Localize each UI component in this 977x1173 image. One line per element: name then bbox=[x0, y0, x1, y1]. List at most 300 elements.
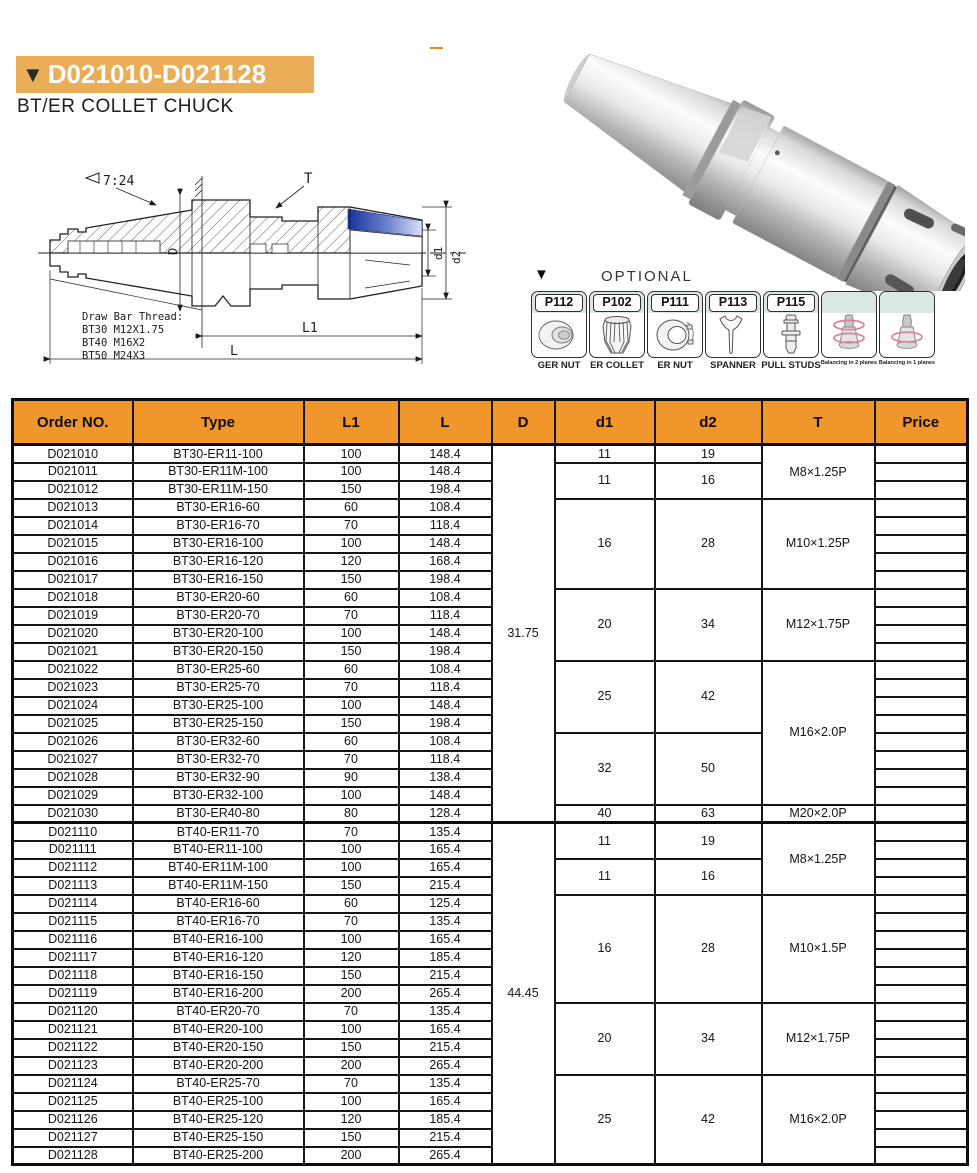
type-cell: BT30-ER16-100 bbox=[133, 535, 304, 553]
l1-cell: 120 bbox=[304, 949, 399, 967]
accessory-card-box bbox=[531, 291, 587, 358]
l1-cell: 70 bbox=[304, 679, 399, 697]
accessory-card-header bbox=[590, 292, 644, 313]
l-cell: 138.4 bbox=[399, 769, 492, 787]
optional-cards bbox=[531, 291, 935, 371]
price-cell bbox=[875, 607, 968, 625]
t-cell: M8×1.25P bbox=[762, 445, 875, 499]
order-no-cell: D021022 bbox=[13, 661, 133, 679]
price-cell bbox=[875, 967, 968, 985]
t-cell: M16×2.0P bbox=[762, 1075, 875, 1165]
order-no-cell: D021025 bbox=[13, 715, 133, 733]
price-cell bbox=[875, 1021, 968, 1039]
l1-cell: 100 bbox=[304, 463, 399, 481]
l1-cell: 100 bbox=[304, 1021, 399, 1039]
order-no-cell: D021113 bbox=[13, 877, 133, 895]
d1-cell: 25 bbox=[555, 661, 655, 733]
accessory-card-box bbox=[589, 291, 645, 358]
l1-cell: 150 bbox=[304, 715, 399, 733]
d1-cell: 25 bbox=[555, 1075, 655, 1165]
label-t: T bbox=[304, 171, 313, 187]
order-no-cell: D021015 bbox=[13, 535, 133, 553]
order-no-cell: D021013 bbox=[13, 499, 133, 517]
er-nut-icon bbox=[648, 313, 702, 357]
d1-cell: 16 bbox=[555, 499, 655, 589]
l1-cell: 80 bbox=[304, 805, 399, 823]
type-cell: BT40-ER16-150 bbox=[133, 967, 304, 985]
thread-note bbox=[82, 311, 183, 362]
type-cell: BT40-ER20-200 bbox=[133, 1057, 304, 1075]
accessory-card-header bbox=[880, 292, 934, 313]
type-cell: BT40-ER11M-100 bbox=[133, 859, 304, 877]
type-cell: BT40-ER25-150 bbox=[133, 1129, 304, 1147]
l-cell: 135.4 bbox=[399, 1003, 492, 1021]
accessory-code: P102 bbox=[593, 294, 641, 312]
accessory-card-header bbox=[706, 292, 760, 313]
l1-cell: 100 bbox=[304, 1093, 399, 1111]
accessory-card-balancing-2 bbox=[821, 291, 877, 371]
order-no-cell: D021117 bbox=[13, 949, 133, 967]
balancing-2-icon bbox=[822, 313, 876, 357]
l-cell: 108.4 bbox=[399, 661, 492, 679]
accessory-card-box bbox=[821, 291, 877, 358]
spec-table bbox=[11, 398, 969, 1166]
price-cell bbox=[875, 715, 968, 733]
accessory-code: P112 bbox=[535, 294, 583, 312]
spec-table-wrap bbox=[11, 398, 969, 1166]
t-cell: M20×2.0P bbox=[762, 805, 875, 823]
label-l: L bbox=[230, 344, 238, 359]
l1-cell: 150 bbox=[304, 877, 399, 895]
accessory-caption: PULL STUDS bbox=[761, 360, 821, 371]
price-cell bbox=[875, 823, 968, 841]
price-cell bbox=[875, 859, 968, 877]
type-cell: BT30-ER32-90 bbox=[133, 769, 304, 787]
l-cell: 165.4 bbox=[399, 859, 492, 877]
price-cell bbox=[875, 679, 968, 697]
accessory-caption: GER NUT bbox=[537, 360, 581, 371]
price-cell bbox=[875, 769, 968, 787]
order-no-cell: D021014 bbox=[13, 517, 133, 535]
order-no-cell: D021018 bbox=[13, 589, 133, 607]
l1-cell: 100 bbox=[304, 535, 399, 553]
order-no-cell: D021011 bbox=[13, 463, 133, 481]
type-cell: BT30-ER20-100 bbox=[133, 625, 304, 643]
l1-cell: 100 bbox=[304, 859, 399, 877]
l1-cell: 70 bbox=[304, 607, 399, 625]
l-cell: 118.4 bbox=[399, 679, 492, 697]
price-cell bbox=[875, 931, 968, 949]
l-cell: 148.4 bbox=[399, 535, 492, 553]
type-cell: BT40-ER11M-150 bbox=[133, 877, 304, 895]
accessory-card-box bbox=[647, 291, 703, 358]
d2-cell: 42 bbox=[655, 1075, 762, 1165]
l-cell: 265.4 bbox=[399, 1147, 492, 1165]
spec-row-d021114 bbox=[13, 895, 968, 913]
t-cell: M12×1.75P bbox=[762, 589, 875, 661]
er-collet-icon bbox=[590, 313, 644, 357]
order-no-cell: D021118 bbox=[13, 967, 133, 985]
accessory-caption: ER NUT bbox=[657, 360, 693, 371]
accessory-card-header bbox=[764, 292, 818, 313]
t-cell: M8×1.25P bbox=[762, 823, 875, 895]
l1-cell: 100 bbox=[304, 445, 399, 463]
price-cell bbox=[875, 445, 968, 463]
accessory-caption: SPANNER bbox=[710, 360, 756, 371]
type-cell: BT40-ER11-100 bbox=[133, 841, 304, 859]
col-header-d1: d1 bbox=[555, 400, 655, 445]
col-header-l1: L1 bbox=[304, 400, 399, 445]
spec-row-d021030 bbox=[13, 805, 968, 823]
l-cell: 198.4 bbox=[399, 643, 492, 661]
d2-cell: 19 bbox=[655, 445, 762, 463]
price-cell bbox=[875, 733, 968, 751]
d2-cell: 50 bbox=[655, 733, 762, 805]
price-cell bbox=[875, 877, 968, 895]
accessory-code: P111 bbox=[651, 294, 699, 312]
type-cell: BT40-ER16-100 bbox=[133, 931, 304, 949]
l-cell: 265.4 bbox=[399, 1057, 492, 1075]
l-cell: 135.4 bbox=[399, 823, 492, 841]
l-cell: 215.4 bbox=[399, 1039, 492, 1057]
d1-cell: 20 bbox=[555, 1003, 655, 1075]
t-cell: M10×1.5P bbox=[762, 895, 875, 1003]
l1-cell: 120 bbox=[304, 1111, 399, 1129]
l1-cell: 70 bbox=[304, 913, 399, 931]
price-cell bbox=[875, 949, 968, 967]
price-cell bbox=[875, 481, 968, 499]
price-cell bbox=[875, 1147, 968, 1165]
price-cell bbox=[875, 499, 968, 517]
price-cell bbox=[875, 589, 968, 607]
type-cell: BT30-ER25-100 bbox=[133, 697, 304, 715]
price-cell bbox=[875, 463, 968, 481]
order-no-cell: D021028 bbox=[13, 769, 133, 787]
type-cell: BT30-ER11M-150 bbox=[133, 481, 304, 499]
price-cell bbox=[875, 913, 968, 931]
l-cell: 185.4 bbox=[399, 949, 492, 967]
d1-cell: 20 bbox=[555, 589, 655, 661]
accessory-card-header bbox=[822, 292, 876, 313]
l-cell: 148.4 bbox=[399, 787, 492, 805]
l-cell: 165.4 bbox=[399, 931, 492, 949]
l1-cell: 70 bbox=[304, 1075, 399, 1093]
decorative-dash bbox=[430, 47, 443, 49]
d1-cell: 40 bbox=[555, 805, 655, 823]
series-code: D021010-D021128 bbox=[47, 59, 267, 89]
order-no-cell: D021019 bbox=[13, 607, 133, 625]
accessory-caption: ER COLLET bbox=[590, 360, 644, 371]
d1-cell: 11 bbox=[555, 823, 655, 859]
d2-cell: 42 bbox=[655, 661, 762, 733]
taper-symbol-icon bbox=[86, 173, 99, 183]
accessory-code: P113 bbox=[709, 294, 757, 312]
type-cell: BT40-ER25-200 bbox=[133, 1147, 304, 1165]
price-cell bbox=[875, 985, 968, 1003]
d1-cell: 32 bbox=[555, 733, 655, 805]
order-no-cell: D021024 bbox=[13, 697, 133, 715]
l-cell: 148.4 bbox=[399, 625, 492, 643]
l1-cell: 200 bbox=[304, 1147, 399, 1165]
d2-cell: 28 bbox=[655, 895, 762, 1003]
technical-drawing bbox=[20, 148, 500, 393]
d2-cell: 63 bbox=[655, 805, 762, 823]
l1-cell: 150 bbox=[304, 643, 399, 661]
l1-cell: 90 bbox=[304, 769, 399, 787]
l1-cell: 150 bbox=[304, 571, 399, 589]
l-cell: 148.4 bbox=[399, 445, 492, 463]
order-no-cell: D021114 bbox=[13, 895, 133, 913]
d1-cell: 16 bbox=[555, 895, 655, 1003]
price-cell bbox=[875, 571, 968, 589]
order-no-cell: D021128 bbox=[13, 1147, 133, 1165]
l-cell: 168.4 bbox=[399, 553, 492, 571]
l-cell: 165.4 bbox=[399, 1021, 492, 1039]
accessory-caption: Balancing in 2 planes bbox=[820, 360, 878, 366]
l1-cell: 200 bbox=[304, 985, 399, 1003]
l1-cell: 100 bbox=[304, 697, 399, 715]
d-cell: 31.75 bbox=[492, 445, 555, 823]
t-cell: M16×2.0P bbox=[762, 661, 875, 805]
accessory-card-balancing-1 bbox=[879, 291, 935, 371]
order-no-cell: D021121 bbox=[13, 1021, 133, 1039]
type-cell: BT40-ER16-60 bbox=[133, 895, 304, 913]
price-cell bbox=[875, 805, 968, 823]
product-photo bbox=[535, 26, 965, 291]
l1-cell: 100 bbox=[304, 625, 399, 643]
type-cell: BT30-ER16-150 bbox=[133, 571, 304, 589]
order-no-cell: D021010 bbox=[13, 445, 133, 463]
order-no-cell: D021123 bbox=[13, 1057, 133, 1075]
l1-cell: 70 bbox=[304, 517, 399, 535]
page-title: BT/ER COLLET CHUCK bbox=[17, 96, 234, 117]
price-cell bbox=[875, 751, 968, 769]
type-cell: BT40-ER16-70 bbox=[133, 913, 304, 931]
series-banner bbox=[16, 56, 314, 93]
order-no-cell: D021012 bbox=[13, 481, 133, 499]
optional-title: OPTIONAL bbox=[601, 268, 693, 285]
price-cell bbox=[875, 1093, 968, 1111]
type-cell: BT40-ER20-100 bbox=[133, 1021, 304, 1039]
type-cell: BT30-ER20-150 bbox=[133, 643, 304, 661]
price-cell bbox=[875, 1129, 968, 1147]
col-header-price: Price bbox=[875, 400, 968, 445]
price-cell bbox=[875, 787, 968, 805]
type-cell: BT30-ER32-100 bbox=[133, 787, 304, 805]
order-no-cell: D021026 bbox=[13, 733, 133, 751]
l-cell: 108.4 bbox=[399, 499, 492, 517]
table-header-row bbox=[13, 400, 968, 445]
order-no-cell: D021110 bbox=[13, 823, 133, 841]
l-cell: 108.4 bbox=[399, 589, 492, 607]
price-cell bbox=[875, 1003, 968, 1021]
type-cell: BT40-ER11-70 bbox=[133, 823, 304, 841]
order-no-cell: D021116 bbox=[13, 931, 133, 949]
order-no-cell: D021020 bbox=[13, 625, 133, 643]
col-header-d2: d2 bbox=[655, 400, 762, 445]
type-cell: BT40-ER25-70 bbox=[133, 1075, 304, 1093]
l1-cell: 60 bbox=[304, 895, 399, 913]
type-cell: BT30-ER11M-100 bbox=[133, 463, 304, 481]
accessory-card-p112 bbox=[531, 291, 587, 371]
order-no-cell: D021126 bbox=[13, 1111, 133, 1129]
order-no-cell: D021111 bbox=[13, 841, 133, 859]
order-no-cell: D021016 bbox=[13, 553, 133, 571]
col-header-type: Type bbox=[133, 400, 304, 445]
type-cell: BT40-ER16-120 bbox=[133, 949, 304, 967]
pull-studs-icon bbox=[764, 313, 818, 357]
l1-cell: 70 bbox=[304, 751, 399, 769]
l1-cell: 60 bbox=[304, 733, 399, 751]
label-d2: d2 bbox=[450, 250, 463, 264]
d1-cell: 11 bbox=[555, 445, 655, 463]
order-no-cell: D021027 bbox=[13, 751, 133, 769]
d2-cell: 16 bbox=[655, 463, 762, 499]
l-cell: 108.4 bbox=[399, 733, 492, 751]
outline-lower-profile bbox=[50, 253, 422, 306]
l-cell: 118.4 bbox=[399, 517, 492, 535]
l-cell: 198.4 bbox=[399, 715, 492, 733]
l1-cell: 60 bbox=[304, 499, 399, 517]
price-cell bbox=[875, 1057, 968, 1075]
accessory-card-p115 bbox=[763, 291, 819, 371]
svg-text:BT40 M16X2: BT40 M16X2 bbox=[82, 337, 146, 349]
price-cell bbox=[875, 1075, 968, 1093]
svg-text:Draw Bar Thread:: Draw Bar Thread: bbox=[82, 311, 184, 323]
accessory-card-box bbox=[763, 291, 819, 358]
type-cell: BT30-ER16-120 bbox=[133, 553, 304, 571]
type-cell: BT40-ER16-200 bbox=[133, 985, 304, 1003]
label-d1: d1 bbox=[432, 246, 445, 260]
l1-cell: 100 bbox=[304, 931, 399, 949]
order-no-cell: D021023 bbox=[13, 679, 133, 697]
price-cell bbox=[875, 535, 968, 553]
order-no-cell: D021124 bbox=[13, 1075, 133, 1093]
label-d: D bbox=[166, 247, 180, 255]
price-cell bbox=[875, 1039, 968, 1057]
price-cell bbox=[875, 661, 968, 679]
d2-cell: 19 bbox=[655, 823, 762, 859]
l1-cell: 150 bbox=[304, 1039, 399, 1057]
type-cell: BT30-ER20-60 bbox=[133, 589, 304, 607]
type-cell: BT30-ER25-150 bbox=[133, 715, 304, 733]
order-no-cell: D021030 bbox=[13, 805, 133, 823]
l-cell: 198.4 bbox=[399, 571, 492, 589]
d1-cell: 11 bbox=[555, 859, 655, 895]
accessory-caption: Balancing in 1 planes bbox=[878, 360, 936, 366]
l-cell: 128.4 bbox=[399, 805, 492, 823]
l1-cell: 150 bbox=[304, 481, 399, 499]
price-cell bbox=[875, 517, 968, 535]
optional-triangle-icon: ▼ bbox=[534, 266, 549, 283]
spec-row-d021120 bbox=[13, 1003, 968, 1021]
taper-note: 7:24 bbox=[103, 174, 135, 189]
price-cell bbox=[875, 625, 968, 643]
type-cell: BT40-ER25-120 bbox=[133, 1111, 304, 1129]
d2-cell: 34 bbox=[655, 589, 762, 661]
order-no-cell: D021112 bbox=[13, 859, 133, 877]
order-no-cell: D021122 bbox=[13, 1039, 133, 1057]
accessory-card-header bbox=[648, 292, 702, 313]
l-cell: 125.4 bbox=[399, 895, 492, 913]
d2-cell: 16 bbox=[655, 859, 762, 895]
type-cell: BT30-ER16-70 bbox=[133, 517, 304, 535]
order-no-cell: D021115 bbox=[13, 913, 133, 931]
label-l1: L1 bbox=[302, 321, 318, 336]
col-header-d: D bbox=[492, 400, 555, 445]
price-cell bbox=[875, 841, 968, 859]
spanner-icon bbox=[706, 313, 760, 357]
accessory-card-p102 bbox=[589, 291, 645, 371]
price-cell bbox=[875, 895, 968, 913]
type-cell: BT40-ER20-150 bbox=[133, 1039, 304, 1057]
spec-row-d021010 bbox=[13, 445, 968, 463]
l1-cell: 150 bbox=[304, 967, 399, 985]
balancing-1-icon bbox=[880, 313, 934, 357]
order-no-cell: D021029 bbox=[13, 787, 133, 805]
order-no-cell: D021021 bbox=[13, 643, 133, 661]
d1-cell: 11 bbox=[555, 463, 655, 499]
col-header-order-no: Order NO. bbox=[13, 400, 133, 445]
price-cell bbox=[875, 1111, 968, 1129]
accessory-card-p111 bbox=[647, 291, 703, 371]
t-cell: M10×1.25P bbox=[762, 499, 875, 589]
l-cell: 215.4 bbox=[399, 877, 492, 895]
l-cell: 215.4 bbox=[399, 1129, 492, 1147]
spec-row-d021110 bbox=[13, 823, 968, 841]
d-cell: 44.45 bbox=[492, 823, 555, 1165]
banner-triangle-icon: ▼ bbox=[22, 61, 44, 87]
order-no-cell: D021017 bbox=[13, 571, 133, 589]
l1-cell: 120 bbox=[304, 553, 399, 571]
col-header-t: T bbox=[762, 400, 875, 445]
accessory-card-p113 bbox=[705, 291, 761, 371]
l1-cell: 100 bbox=[304, 787, 399, 805]
svg-text:BT50 M24X3: BT50 M24X3 bbox=[82, 350, 146, 362]
order-no-cell: D021127 bbox=[13, 1129, 133, 1147]
price-cell bbox=[875, 697, 968, 715]
l-cell: 118.4 bbox=[399, 751, 492, 769]
l1-cell: 70 bbox=[304, 1003, 399, 1021]
l-cell: 265.4 bbox=[399, 985, 492, 1003]
l1-cell: 100 bbox=[304, 841, 399, 859]
accessory-card-box bbox=[879, 291, 935, 358]
price-cell bbox=[875, 643, 968, 661]
d2-cell: 28 bbox=[655, 499, 762, 589]
type-cell: BT30-ER32-60 bbox=[133, 733, 304, 751]
price-cell bbox=[875, 553, 968, 571]
ger-nut-icon bbox=[532, 313, 586, 357]
type-cell: BT30-ER25-60 bbox=[133, 661, 304, 679]
l1-cell: 150 bbox=[304, 1129, 399, 1147]
l-cell: 135.4 bbox=[399, 913, 492, 931]
type-cell: BT30-ER20-70 bbox=[133, 607, 304, 625]
order-no-cell: D021119 bbox=[13, 985, 133, 1003]
type-cell: BT30-ER32-70 bbox=[133, 751, 304, 769]
type-cell: BT40-ER20-70 bbox=[133, 1003, 304, 1021]
order-no-cell: D021125 bbox=[13, 1093, 133, 1111]
spec-row-d021022 bbox=[13, 661, 968, 679]
type-cell: BT40-ER25-100 bbox=[133, 1093, 304, 1111]
type-cell: BT30-ER40-80 bbox=[133, 805, 304, 823]
type-cell: BT30-ER11-100 bbox=[133, 445, 304, 463]
accessory-card-box bbox=[705, 291, 761, 358]
spec-row-d021124 bbox=[13, 1075, 968, 1093]
svg-text:BT30 M12X1.75: BT30 M12X1.75 bbox=[82, 324, 165, 336]
l1-cell: 70 bbox=[304, 823, 399, 841]
l-cell: 185.4 bbox=[399, 1111, 492, 1129]
spec-row-d021018 bbox=[13, 589, 968, 607]
